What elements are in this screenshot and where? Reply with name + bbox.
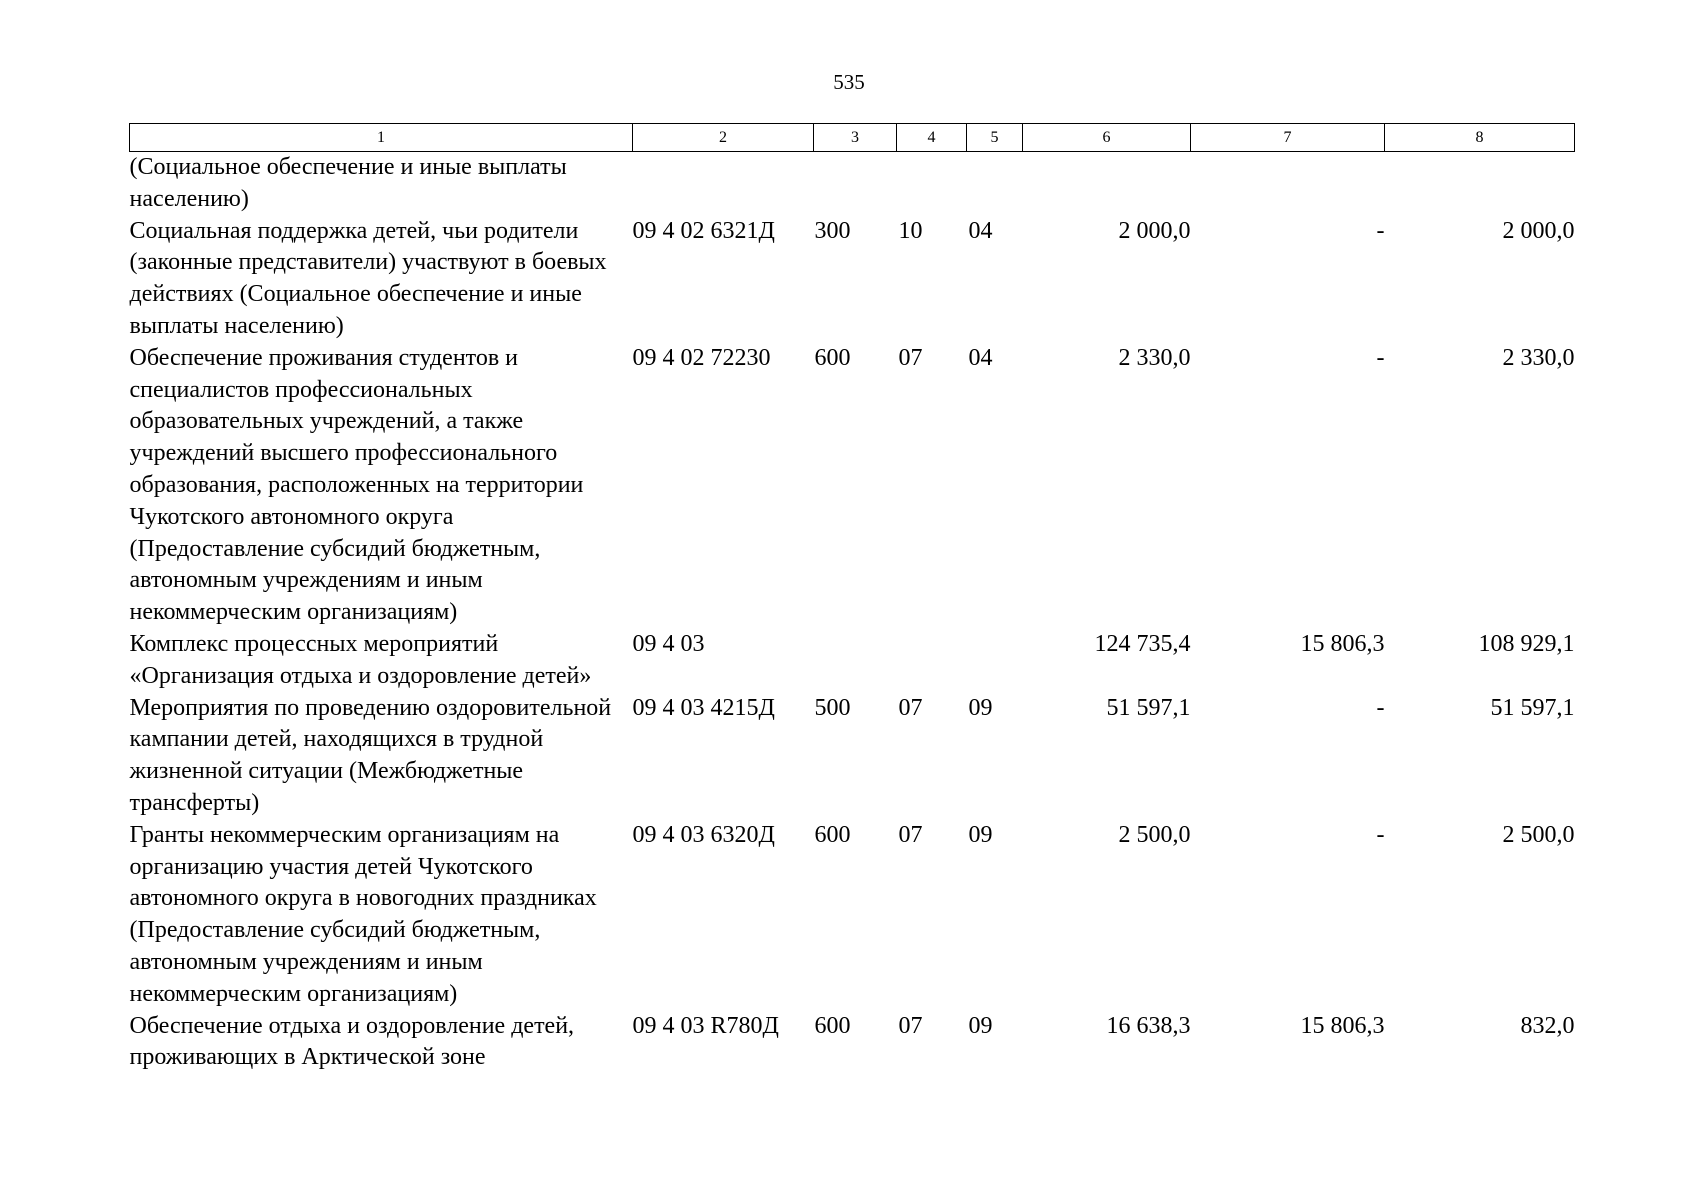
row-federal: - — [1376, 821, 1385, 848]
row-expense-type: 500 — [814, 694, 851, 721]
row-expense-type: 600 — [814, 344, 851, 371]
budget-table — [129, 123, 1575, 1074]
row-subsection — [967, 629, 1023, 693]
row-target-code: 09 4 03 6320Д — [632, 821, 775, 848]
row-name: Обеспечение отдыха и оздоровление детей, проживающих в Арктической зоне — [129, 1012, 575, 1071]
row-federal: - — [1376, 344, 1385, 371]
header-col-2: 2 — [633, 124, 814, 152]
row-total: 2 000,0 — [1118, 217, 1191, 244]
row-name: Обеспечение проживания студентов и специалистов профессиональных образовательных учреждений, а также учреждений высшего профессионального образования, расположенных на территории Чукотского автономного округа (Предоставление субсидий бюджетным, автономным учреждениям и иным некоммерческим организациям) — [129, 344, 584, 626]
header-col-5: 5 — [967, 124, 1023, 152]
row-expense-type — [814, 629, 897, 693]
row-total: 51 597,1 — [1106, 694, 1191, 721]
table-row — [130, 216, 1575, 343]
header-col-3: 3 — [814, 124, 897, 152]
row-name: Комплекс процессных мероприятий «Организация отдыха и оздоровление детей» — [129, 630, 592, 689]
row-regional: 832,0 — [1520, 1012, 1575, 1039]
row-subsection: 09 — [968, 694, 993, 721]
header-col-1: 1 — [130, 124, 633, 152]
table-header — [130, 124, 1575, 152]
row-name: Гранты некоммерческим организациям на организацию участия детей Чукотского автономного округа в новогодних праздниках (Предоставление субсидий бюджетным, автономным учреждениям и иным некоммерческим организациям) — [129, 821, 597, 1007]
row-target-code: 09 4 03 — [632, 630, 705, 657]
header-row — [130, 124, 1575, 152]
row-expense-type — [814, 152, 897, 216]
row-federal: - — [1376, 694, 1385, 721]
row-section: 07 — [898, 1012, 923, 1039]
header-col-7: 7 — [1191, 124, 1385, 152]
row-regional — [1385, 152, 1575, 216]
row-target-code: 09 4 02 6321Д — [632, 217, 775, 244]
header-col-6: 6 — [1023, 124, 1191, 152]
page-number: 535 — [833, 70, 865, 94]
row-section: 07 — [898, 821, 923, 848]
row-total: 2 330,0 — [1118, 344, 1191, 371]
row-expense-type: 600 — [814, 821, 851, 848]
header-col-4: 4 — [897, 124, 967, 152]
table-body — [130, 152, 1575, 1075]
row-total: 16 638,3 — [1106, 1012, 1191, 1039]
table-row — [130, 820, 1575, 1011]
row-federal: 15 806,3 — [1300, 1012, 1385, 1039]
row-subsection: 09 — [968, 821, 993, 848]
row-name: Мероприятия по проведению оздоровительной кампании детей, находящихся в трудной жизненной ситуации (Межбюджетные трансферты) — [129, 694, 612, 816]
row-regional: 51 597,1 — [1490, 694, 1575, 721]
row-regional: 2 500,0 — [1502, 821, 1575, 848]
row-target-code: 09 4 02 72230 — [632, 344, 771, 371]
row-subsection: 09 — [968, 1012, 993, 1039]
table-row — [130, 1011, 1575, 1075]
table-row — [130, 693, 1575, 820]
row-regional: 2 000,0 — [1502, 217, 1575, 244]
row-section: 07 — [898, 694, 923, 721]
row-regional: 2 330,0 — [1502, 344, 1575, 371]
row-target-code — [633, 152, 814, 216]
table-row — [130, 629, 1575, 693]
row-subsection — [967, 152, 1023, 216]
row-section: 10 — [898, 217, 923, 244]
row-target-code: 09 4 03 R780Д — [632, 1012, 779, 1039]
row-subsection: 04 — [968, 217, 993, 244]
header-col-8: 8 — [1385, 124, 1575, 152]
row-section — [897, 152, 967, 216]
row-subsection: 04 — [968, 344, 993, 371]
row-expense-type: 600 — [814, 1012, 851, 1039]
table-row — [130, 343, 1575, 629]
row-expense-type: 300 — [814, 217, 851, 244]
row-total: 124 735,4 — [1094, 630, 1191, 657]
row-total: 2 500,0 — [1118, 821, 1191, 848]
row-regional: 108 929,1 — [1478, 630, 1575, 657]
row-section — [897, 629, 967, 693]
row-federal: - — [1376, 217, 1385, 244]
row-name: (Социальное обеспечение и иные выплаты населению) — [129, 154, 567, 212]
table-row — [130, 152, 1575, 216]
row-target-code: 09 4 03 4215Д — [632, 694, 775, 721]
row-name: Социальная поддержка детей, чьи родители (законные представители) участвуют в боевых действиях (Социальное обеспечение и иные выплаты населению) — [129, 217, 607, 339]
row-federal — [1191, 152, 1385, 216]
row-total — [1023, 152, 1191, 216]
row-section: 07 — [898, 344, 923, 371]
row-federal: 15 806,3 — [1300, 630, 1385, 657]
